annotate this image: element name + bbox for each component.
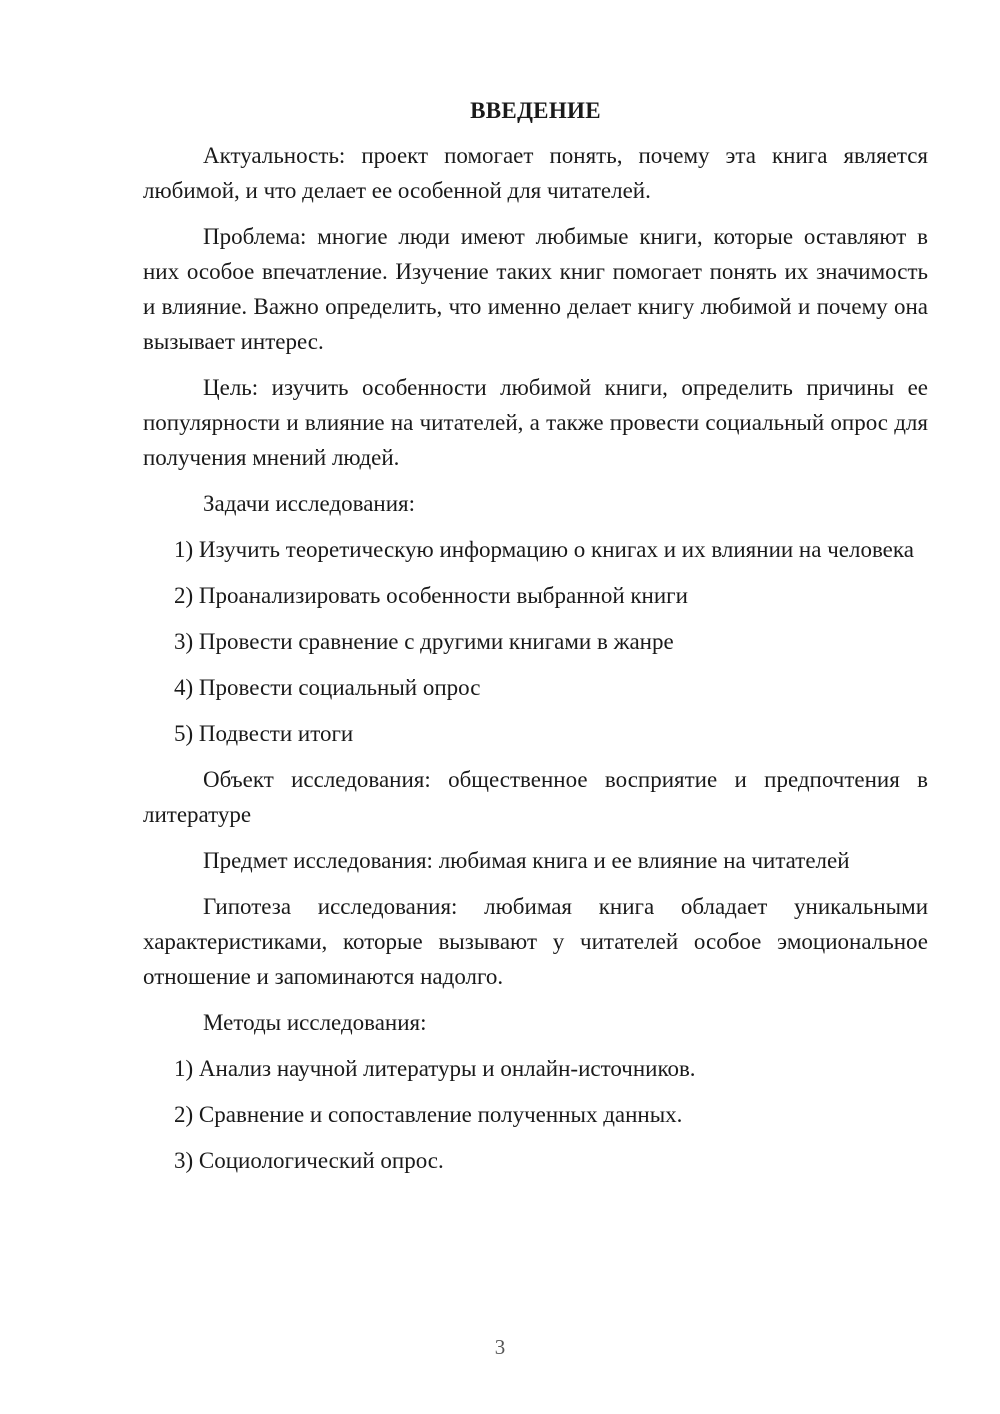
- methods-heading: Методы исследования:: [203, 1010, 427, 1035]
- page-content: [143, 93, 928, 1189]
- relevance-paragraph: Актуальность: проект помогает понять, почему эта книга является любимой, и что делает ее особенной для читателей.: [143, 143, 928, 203]
- goal-paragraph: Цель: изучить особенности любимой книги, определить причины ее популярности и влияние на читателей, а также провести социальный опрос для получения мнений людей.: [143, 375, 928, 470]
- task-item: 5) Подвести итоги: [174, 721, 354, 746]
- method-item: 3) Социологический опрос.: [174, 1148, 444, 1173]
- method-item: 1) Анализ научной литературы и онлайн-источников.: [174, 1056, 696, 1081]
- task-item: 4) Провести социальный опрос: [174, 675, 481, 700]
- subject-paragraph: Предмет исследования: любимая книга и ее влияние на читателей: [203, 848, 850, 873]
- page-number: 3: [494, 1335, 506, 1359]
- method-item: 2) Сравнение и сопоставление полученных данных.: [174, 1102, 683, 1127]
- problem-paragraph: Проблема: многие люди имеют любимые книги, которые оставляют в них особое впечатление. Изучение таких книг помогает понять их значимость и влияние. Важно определить, что именно делает книгу любимой и почему она вызывает интерес.: [143, 224, 928, 354]
- page-title: ВВЕДЕНИЕ: [470, 98, 601, 123]
- object-paragraph: Объект исследования: общественное восприятие и предпочтения в литературе: [143, 767, 928, 827]
- task-item: 1) Изучить теоретическую информацию о книгах и их влиянии на человека: [174, 537, 914, 562]
- hypothesis-paragraph: Гипотеза исследования: любимая книга обладает уникальными характеристиками, которые вызывают у читателей особое эмоциональное отношение и запоминаются надолго.: [143, 894, 928, 989]
- task-item: 3) Провести сравнение с другими книгами в жанре: [174, 629, 674, 654]
- tasks-heading: Задачи исследования:: [203, 491, 416, 516]
- task-item: 2) Проанализировать особенности выбранной книги: [174, 583, 688, 608]
